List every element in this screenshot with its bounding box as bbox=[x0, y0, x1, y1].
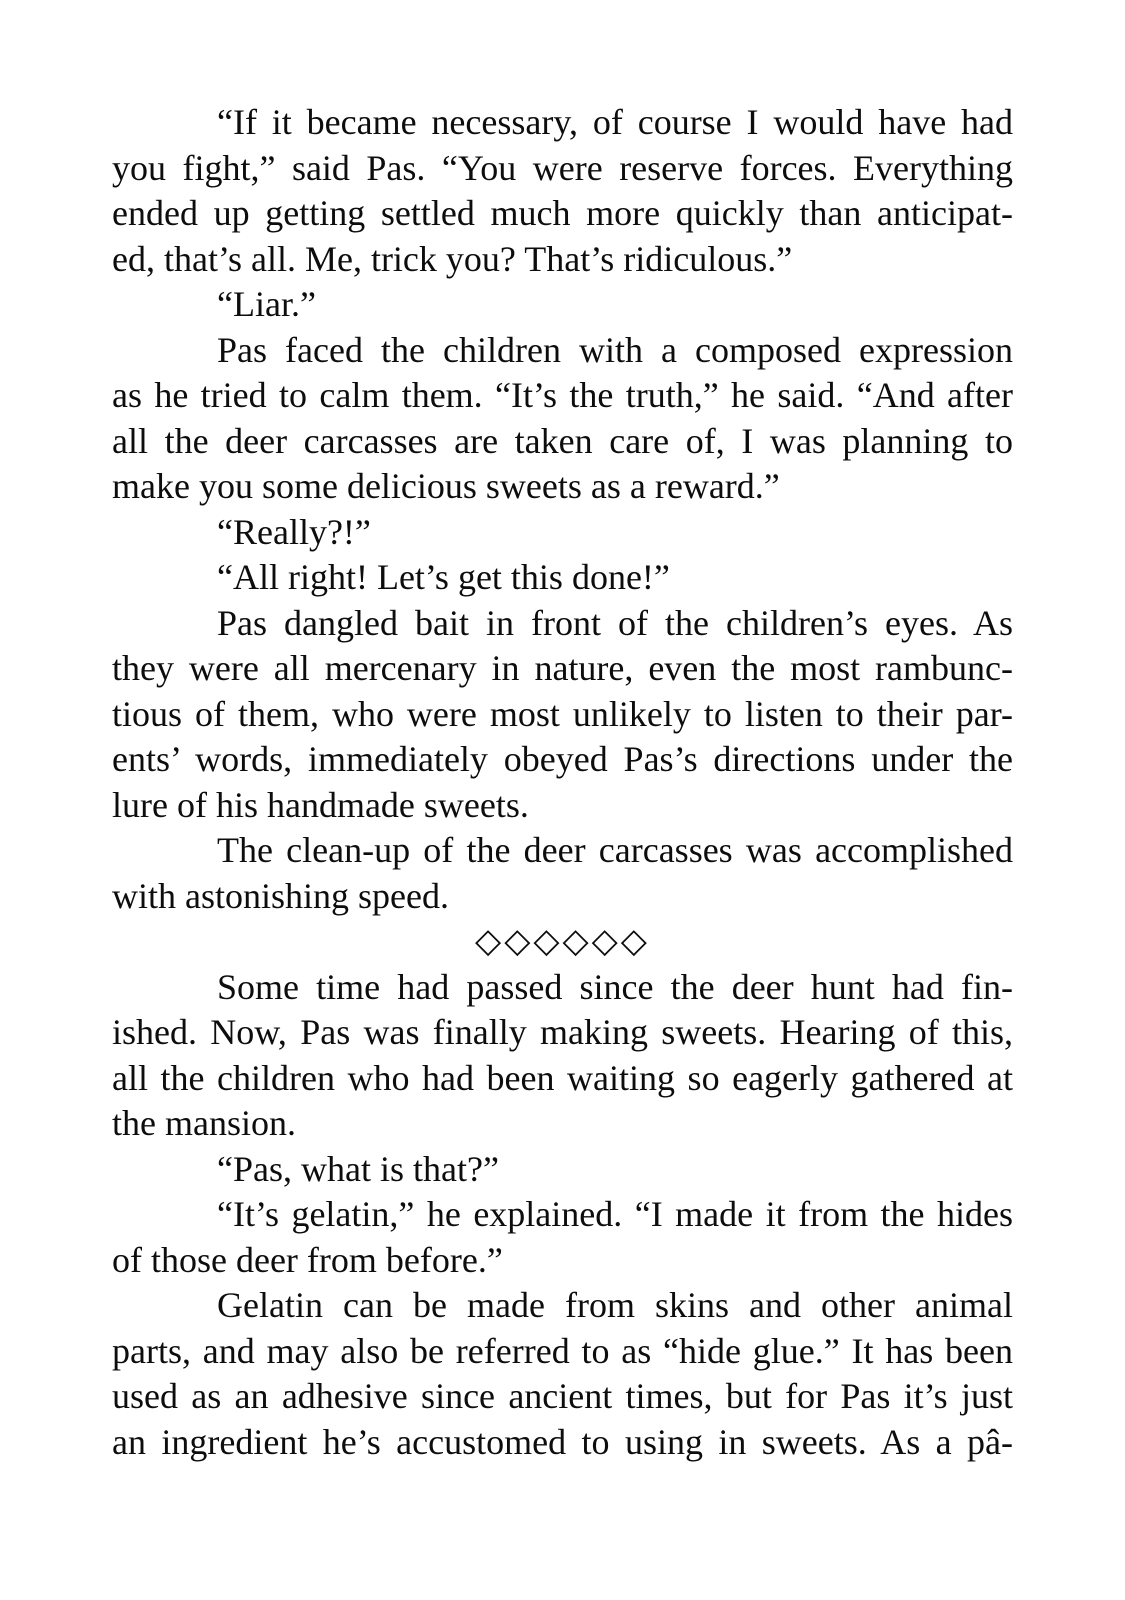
paragraph bbox=[112, 510, 1013, 556]
text-line: “All right! Let’s get this done!” bbox=[217, 557, 670, 597]
paragraph bbox=[112, 282, 1013, 328]
text-line: you fight,” said Pas. “You were reserve forces. Everything bbox=[112, 147, 1013, 188]
text-line: an ingredient he’s accustomed to using in sweets. As a pâ- bbox=[112, 1421, 1013, 1462]
text-line: the mansion. bbox=[112, 1103, 296, 1143]
text-line: “It’s gelatin,” he explained. “I made it from the hides bbox=[217, 1194, 1013, 1234]
text-line: Pas faced the children with a composed expression bbox=[217, 329, 1013, 370]
text-line: all the deer carcasses are taken care of, I was planning to bbox=[112, 420, 1013, 461]
text-line: ed, that’s all. Me, trick you? That’s ridiculous.” bbox=[112, 238, 793, 279]
paragraph bbox=[112, 601, 1013, 829]
text-line: lure of his handmade sweets. bbox=[112, 784, 529, 825]
text-line: tious of them, who were most unlikely to listen to their par- bbox=[112, 693, 1013, 734]
paragraph bbox=[112, 100, 1013, 282]
text-line: Some time had passed since the deer hunt had fin- bbox=[217, 966, 1013, 1007]
paragraph bbox=[112, 1147, 1013, 1193]
text-line: The clean-up of the deer carcasses was accomplished bbox=[217, 830, 1013, 870]
paragraph bbox=[112, 555, 1013, 601]
text-line: make you some delicious sweets as a reward.” bbox=[112, 466, 780, 506]
text-line: as he tried to calm them. “It’s the truth,” he said. “And after bbox=[112, 375, 1013, 415]
text-line: “Pas, what is that?” bbox=[217, 1148, 499, 1189]
text-line: Pas dangled bait in front of the children’s eyes. As bbox=[217, 602, 1013, 643]
text-line: “If it became necessary, of course I would have had bbox=[217, 102, 1013, 142]
paragraph bbox=[112, 328, 1013, 510]
paragraph bbox=[112, 1192, 1013, 1283]
paragraph bbox=[112, 965, 1013, 1147]
text-line: “Really?!” bbox=[217, 511, 371, 552]
page-text bbox=[112, 100, 1013, 1465]
text-line: all the children who had been waiting so eagerly gathered at bbox=[112, 1057, 1013, 1098]
text-line: parts, and may also be referred to as “hide glue.” It has been bbox=[112, 1330, 1013, 1371]
paragraph bbox=[112, 1283, 1013, 1465]
scene-break-divider: ◇◇◇◇◇◇ bbox=[475, 921, 650, 961]
text-line: used as an adhesive since ancient times, but for Pas it’s just bbox=[112, 1376, 1013, 1416]
text-line: ished. Now, Pas was finally making sweets. Hearing of this, bbox=[112, 1012, 1013, 1052]
text-line: of those deer from before.” bbox=[112, 1239, 503, 1280]
text-line: Gelatin can be made from skins and other animal bbox=[217, 1285, 1013, 1325]
text-line: “Liar.” bbox=[217, 284, 316, 324]
text-line: ended up getting settled much more quickly than anticipat- bbox=[112, 193, 1013, 233]
text-line: they were all mercenary in nature, even the most rambunc- bbox=[112, 648, 1013, 688]
text-line: ents’ words, immediately obeyed Pas’s directions under the bbox=[112, 739, 1013, 779]
paragraph bbox=[112, 828, 1013, 919]
text-line: with astonishing speed. bbox=[112, 875, 449, 916]
